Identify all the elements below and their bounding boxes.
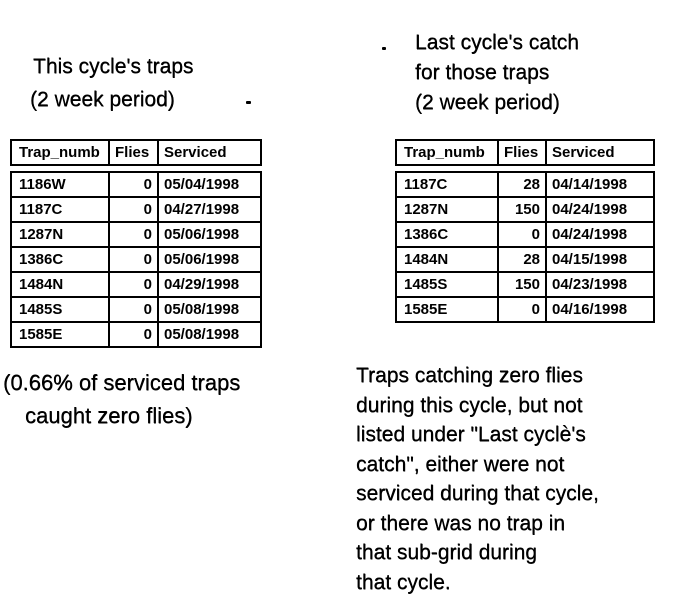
flies-cell: 150 bbox=[499, 198, 547, 221]
table-row bbox=[397, 221, 653, 246]
left-heading-line1: This cycle's traps bbox=[33, 55, 194, 78]
footnote-line2: caught zero flies) bbox=[25, 403, 193, 428]
footnote-line1: (0.66% of serviced traps bbox=[3, 370, 241, 395]
table-row bbox=[12, 173, 260, 196]
flies-cell: 0 bbox=[110, 273, 159, 296]
trap-cell: 1287N bbox=[12, 223, 110, 246]
column-header-trap-numb: Trap_numb bbox=[397, 141, 499, 164]
table-row bbox=[12, 296, 260, 321]
flies-cell: 0 bbox=[110, 248, 159, 271]
trap-cell: 1186W bbox=[12, 173, 110, 196]
note-line: during this cycle, but not bbox=[356, 393, 583, 417]
serviced-cell: 04/29/1998 bbox=[164, 276, 240, 293]
left-table-heading bbox=[30, 50, 193, 116]
flies-cell: 0 bbox=[110, 298, 159, 321]
serviced-cell: 05/08/1998 bbox=[164, 326, 240, 343]
right-heading-line3: (2 week period) bbox=[415, 91, 560, 114]
flies-cell: 0 bbox=[499, 223, 547, 246]
column-header-serviced: Serviced bbox=[552, 144, 615, 161]
flies-cell: 0 bbox=[110, 198, 159, 221]
table-body bbox=[395, 171, 655, 323]
trap-cell: 1386C bbox=[397, 223, 499, 246]
column-header-flies: Flies bbox=[110, 141, 159, 164]
serviced-cell: 04/15/1998 bbox=[552, 251, 628, 268]
table-row bbox=[12, 196, 260, 221]
trap-cell: 1585E bbox=[397, 298, 499, 321]
serviced-cell: 05/08/1998 bbox=[164, 301, 240, 318]
zero-flies-percentage-note bbox=[3, 366, 240, 432]
serviced-cell: 04/24/1998 bbox=[552, 226, 628, 243]
trap-cell: 1187C bbox=[397, 173, 499, 196]
trap-cell: 1585E bbox=[12, 323, 110, 346]
trap-cell: 1187C bbox=[12, 198, 110, 221]
serviced-cell: 04/27/1998 bbox=[164, 201, 240, 218]
column-header-trap-numb: Trap_numb bbox=[12, 141, 110, 164]
trap-cell: 1485S bbox=[12, 298, 110, 321]
table-row bbox=[397, 271, 653, 296]
flies-cell: 0 bbox=[499, 298, 547, 321]
flies-cell: 150 bbox=[499, 273, 547, 296]
table-row bbox=[12, 221, 260, 246]
right-table-heading bbox=[415, 28, 579, 118]
flies-cell: 28 bbox=[499, 248, 547, 271]
trap-cell: 1485S bbox=[397, 273, 499, 296]
note-line: serviced during that cycle, bbox=[356, 482, 599, 505]
scan-speck bbox=[246, 101, 251, 104]
last-cycle-catch-table bbox=[395, 139, 655, 323]
trap-cell: 1386C bbox=[12, 248, 110, 271]
right-heading-line1: Last cycle's catch bbox=[415, 31, 579, 54]
table-header-row bbox=[10, 139, 262, 166]
table-row bbox=[397, 173, 653, 196]
table-row bbox=[12, 321, 260, 346]
right-heading-line2: for those traps bbox=[415, 61, 550, 84]
serviced-cell: 04/16/1998 bbox=[552, 301, 628, 318]
table-row bbox=[397, 196, 653, 221]
serviced-cell: 05/06/1998 bbox=[164, 251, 240, 268]
serviced-cell: 05/06/1998 bbox=[164, 226, 240, 243]
flies-cell: 28 bbox=[499, 173, 547, 196]
this-cycle-traps-table bbox=[10, 139, 262, 348]
left-heading-line2: (2 week period) bbox=[30, 88, 175, 111]
note-line: catch", either were not bbox=[356, 452, 565, 476]
serviced-cell: 04/23/1998 bbox=[552, 276, 628, 293]
note-line: Traps catching zero flies bbox=[356, 364, 583, 387]
note-line: that sub-grid during bbox=[356, 541, 537, 564]
trap-cell: 1484N bbox=[397, 248, 499, 271]
explanatory-note bbox=[356, 361, 599, 597]
note-line: that cycle. bbox=[356, 570, 451, 594]
serviced-cell: 04/14/1998 bbox=[552, 176, 628, 193]
serviced-cell: 04/24/1998 bbox=[552, 201, 628, 218]
table-row bbox=[397, 246, 653, 271]
flies-cell: 0 bbox=[110, 223, 159, 246]
serviced-cell: 05/04/1998 bbox=[164, 176, 240, 193]
flies-cell: 0 bbox=[110, 173, 159, 196]
scan-speck bbox=[382, 47, 386, 50]
table-row bbox=[12, 271, 260, 296]
note-line: listed under "Last cyclè's bbox=[356, 423, 586, 446]
table-row bbox=[397, 296, 653, 321]
table-header-row bbox=[395, 139, 655, 166]
flies-cell: 0 bbox=[110, 323, 159, 346]
trap-cell: 1484N bbox=[12, 273, 110, 296]
trap-cell: 1287N bbox=[397, 198, 499, 221]
note-line: or there was no trap in bbox=[356, 511, 565, 535]
table-body bbox=[10, 171, 262, 348]
column-header-serviced: Serviced bbox=[164, 144, 227, 161]
column-header-flies: Flies bbox=[499, 141, 547, 164]
table-row bbox=[12, 246, 260, 271]
